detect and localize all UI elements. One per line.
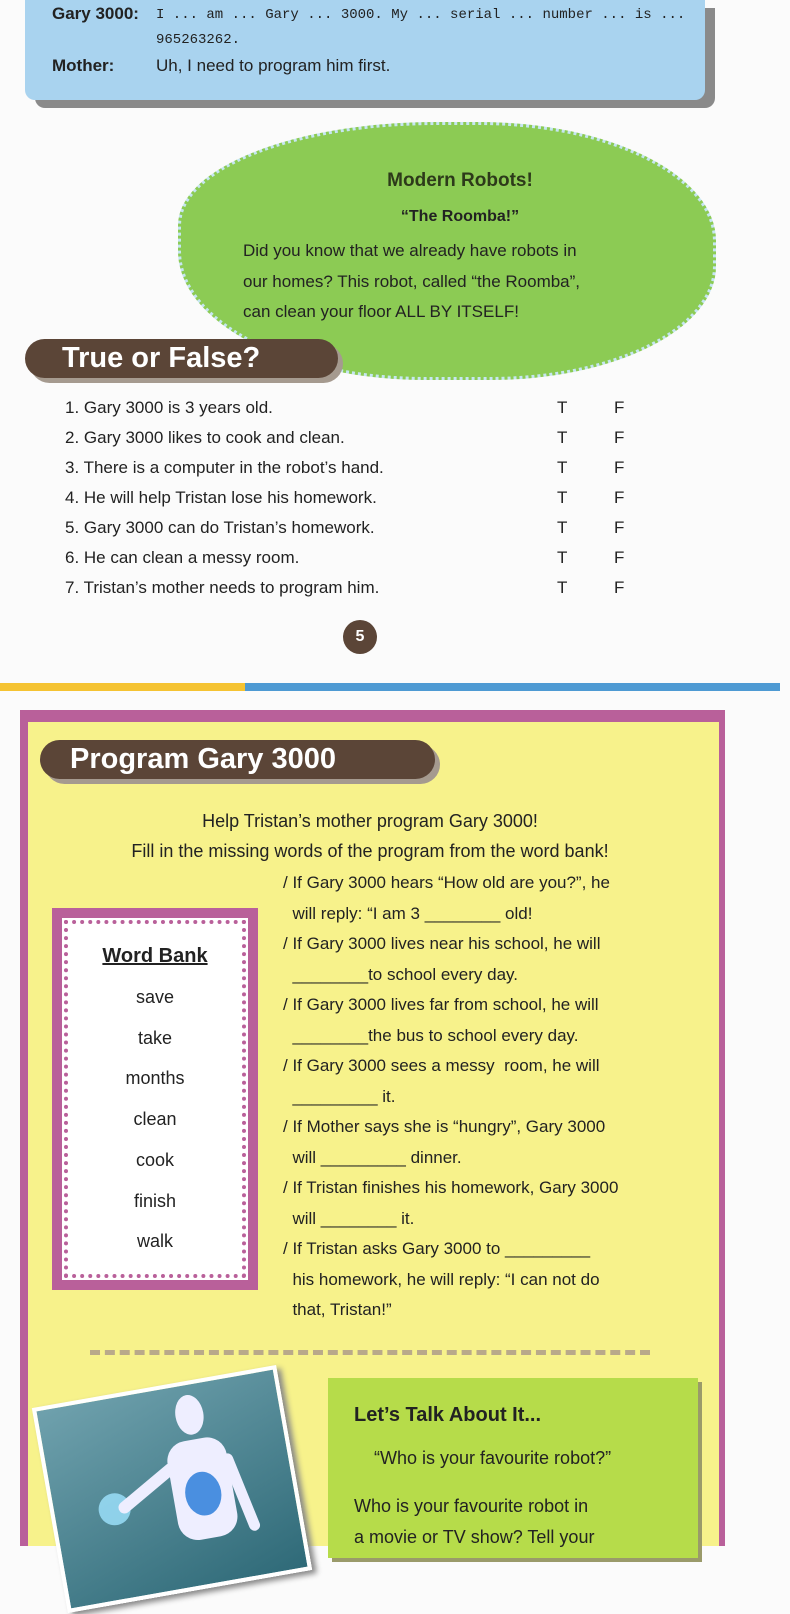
- word-bank-item: finish: [133, 1190, 177, 1211]
- program-line: / If Gary 3000 sees a messy room, he will: [283, 1056, 600, 1075]
- true-option[interactable]: T: [557, 428, 568, 447]
- intro-line: Help Tristan’s mother program Gary 3000!: [202, 811, 538, 831]
- tf-question: 4. He will help Tristan lose his homework.: [65, 488, 377, 507]
- talk-box: [328, 1378, 698, 1558]
- talk-question: “Who is your favourite robot?”: [374, 1448, 612, 1468]
- false-option[interactable]: F: [614, 488, 625, 507]
- false-option[interactable]: F: [614, 518, 625, 537]
- tf-question: 2. Gary 3000 likes to cook and clean.: [65, 428, 345, 447]
- word-bank-item: cook: [135, 1149, 175, 1170]
- program-line: will _________ dinner.: [283, 1147, 462, 1167]
- program-line: _________ it.: [283, 1086, 396, 1106]
- true-option[interactable]: T: [557, 518, 568, 537]
- program-line: / If Tristan finishes his homework, Gary 3000: [283, 1178, 619, 1197]
- program-line: / If Tristan asks Gary 3000 to _________: [283, 1239, 591, 1258]
- robot-photo: [32, 1365, 312, 1613]
- speaker: Mother:: [52, 56, 115, 75]
- intro-line: Fill in the missing words of the program from the word bank!: [131, 841, 609, 861]
- program-line: / If Gary 3000 lives far from school, he will: [283, 995, 599, 1014]
- fact-line: can clean your floor ALL BY ITSELF!: [243, 302, 519, 321]
- dialogue-line: 965263262.: [156, 32, 241, 48]
- program-line: / If Gary 3000 hears “How old are you?”, he: [283, 873, 610, 892]
- tf-question: 1. Gary 3000 is 3 years old.: [65, 398, 273, 417]
- robot-icon: [36, 1370, 307, 1609]
- word-bank-item: months: [125, 1068, 185, 1089]
- program-title: Program Gary 3000: [40, 740, 435, 779]
- true-option[interactable]: T: [557, 548, 568, 567]
- talk-line: Who is your favourite robot in: [354, 1496, 589, 1516]
- false-option[interactable]: F: [614, 398, 625, 417]
- program-line: ________to school every day.: [283, 964, 519, 984]
- stripe-blue: [245, 683, 780, 691]
- false-option[interactable]: F: [614, 458, 625, 477]
- fact-body: [243, 236, 580, 328]
- talk-title: Let’s Talk About It...: [354, 1404, 542, 1426]
- false-option[interactable]: F: [614, 548, 625, 567]
- talk-body: [354, 1491, 594, 1553]
- stripe-yellow: [0, 683, 245, 691]
- true-option[interactable]: T: [557, 458, 568, 477]
- tf-question: 7. Tristan’s mother needs to program him.: [65, 578, 380, 597]
- fact-line: Did you know that we already have robots in: [243, 241, 577, 260]
- tf-question: 5. Gary 3000 can do Tristan’s homework.: [65, 518, 375, 537]
- word-bank-item: save: [135, 987, 175, 1007]
- talk-line: a movie or TV show? Tell your: [354, 1527, 595, 1547]
- true-false-title: True or False?: [25, 339, 338, 378]
- program-line: will ________ it.: [283, 1208, 415, 1228]
- false-option[interactable]: F: [614, 428, 625, 447]
- dialogue-line: I ... am ... Gary ... 3000. My ... serial ... number ... is ...: [156, 7, 686, 23]
- fact-subtitle: “The Roomba!”: [400, 208, 520, 225]
- dialogue-box: [25, 0, 705, 100]
- program-line: will reply: “I am 3 ________ old!: [283, 903, 533, 923]
- true-option[interactable]: T: [557, 398, 568, 417]
- dashed-divider: [90, 1350, 650, 1355]
- true-option[interactable]: T: [557, 578, 568, 597]
- word-bank-item: take: [137, 1027, 173, 1048]
- program-line: his homework, he will reply: “I can not do: [283, 1269, 600, 1289]
- word-bank-title: Word Bank: [102, 945, 208, 967]
- fact-title: Modern Robots!: [387, 170, 533, 191]
- true-option[interactable]: T: [557, 488, 568, 507]
- fact-line: our homes? This robot, called “the Roomba”,: [243, 271, 581, 291]
- tf-question: 3. There is a computer in the robot’s hand.: [65, 458, 384, 477]
- program-line: / If Mother says she is “hungry”, Gary 3000: [283, 1117, 606, 1136]
- program-line: / If Gary 3000 lives near his school, he will: [283, 934, 601, 953]
- page-number: 5: [343, 620, 377, 654]
- tf-question: 6. He can clean a messy room.: [65, 548, 300, 567]
- false-option[interactable]: F: [614, 578, 625, 597]
- program-line: ________the bus to school every day.: [283, 1025, 579, 1045]
- speaker: Gary 3000:: [52, 4, 139, 23]
- dialogue-line: Uh, I need to program him first.: [156, 56, 391, 75]
- word-bank-item: walk: [136, 1231, 173, 1252]
- program-intro: [40, 806, 700, 866]
- word-bank: [52, 908, 258, 1290]
- program-line: that, Tristan!”: [283, 1300, 392, 1319]
- word-bank-item: clean: [133, 1109, 177, 1130]
